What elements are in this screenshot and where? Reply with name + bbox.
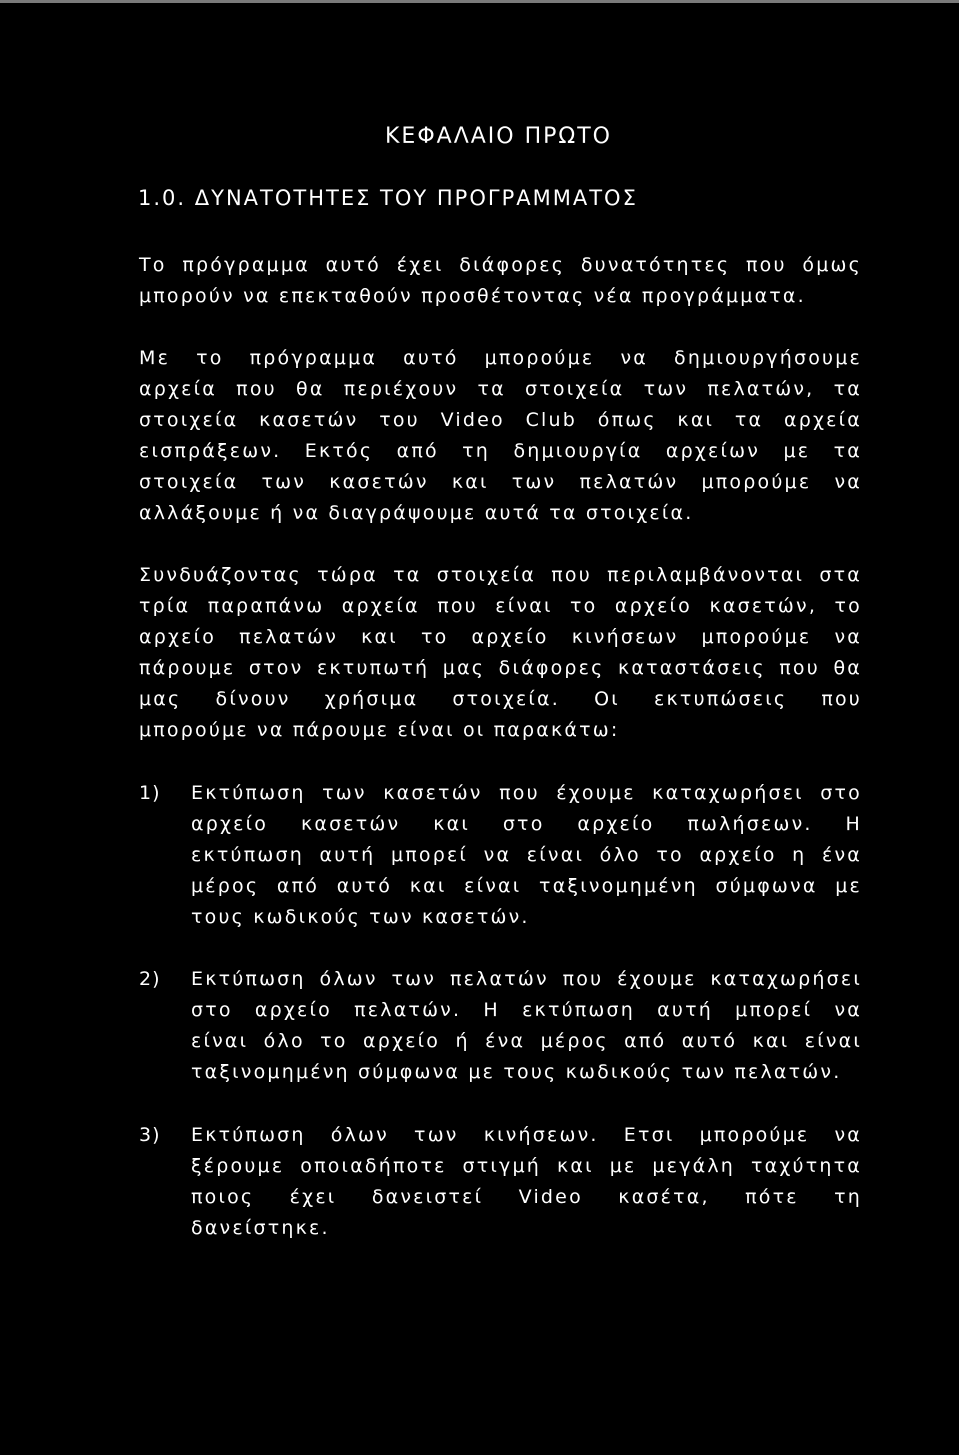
list-item-number: 2) — [139, 968, 161, 990]
list-item-line: Εκτύπωση όλων των πελατών που έχουμε καταχωρήσει — [191, 968, 862, 990]
list-item-number: 3) — [139, 1124, 161, 1146]
paragraph2-line: αρχεία που θα περιέχουν τα στοιχεία των πελατών, τα — [139, 378, 862, 400]
paragraph3-line: μας δίνουν χρήσιμα στοιχεία. Οι εκτυπώσεις που — [139, 688, 862, 710]
list-item-line: ταξινομημένη σύμφωνα με τους κωδικούς των πελατών. — [191, 1061, 842, 1083]
paragraph1-line: Το πρόγραμμα αυτό έχει διάφορες δυνατότητες που όμως — [139, 254, 862, 276]
list-item-line: αρχείο κασετών και στο αρχείο πωλήσεων. Η — [191, 813, 862, 835]
list-item-line: δανείστηκε. — [191, 1217, 330, 1239]
page-top-edge — [0, 0, 959, 3]
list-item-line: είναι όλο το αρχείο ή ένα μέρος από αυτό και είναι — [191, 1030, 862, 1052]
list-item-line: εκτύπωση αυτή μπορεί να είναι όλο το αρχείο η ένα — [191, 844, 862, 866]
chapter-title: ΚΕΦΑΛΑΙΟ ΠΡΩΤΟ — [385, 124, 612, 149]
paragraph3-line: Συνδυάζοντας τώρα τα στοιχεία που περιλαμβάνονται στα — [139, 564, 862, 586]
list-item-line: Εκτύπωση των κασετών που έχουμε καταχωρήσει στο — [191, 782, 862, 804]
list-item-line: Εκτύπωση όλων των κινήσεων. Ετσι μπορούμε να — [191, 1124, 862, 1146]
list-item-line: ξέρουμε οποιαδήποτε στιγμή και με μεγάλη ταχύτητα — [191, 1155, 862, 1177]
paragraph3-line: τρία παραπάνω αρχεία που είναι το αρχείο κασετών, το — [139, 595, 862, 617]
paragraph3-line: μπορούμε να πάρουμε είναι οι παρακάτω: — [139, 719, 620, 741]
paragraph2-line: Με το πρόγραμμα αυτό μπορούμε να δημιουργήσουμε — [139, 347, 862, 369]
paragraph2-line: στοιχεία των κασετών και των πελατών μπορούμε να — [139, 471, 862, 493]
section-title: 1.0. ΔΥΝΑΤΟΤΗΤΕΣ ΤΟΥ ΠΡΟΓΡΑΜΜΑΤΟΣ — [138, 186, 638, 210]
list-item-line: ποιος έχει δανειστεί Video κασέτα, πότε τη — [191, 1186, 862, 1208]
paragraph2-line: στοιχεία κασετών του Video Club όπως και τα αρχεία — [139, 409, 862, 431]
list-item-line: μέρος από αυτό και είναι ταξινομημένη σύμφωνα με — [191, 875, 862, 897]
paragraph1-line: μπορούν να επεκταθούν προσθέτοντας νέα προγράμματα. — [139, 285, 806, 307]
paragraph2-line: αλλάξουμε ή να διαγράψουμε αυτά τα στοιχεία. — [139, 502, 694, 524]
list-item-number: 1) — [139, 782, 161, 804]
paragraph2-line: εισπράξεων. Εκτός από τη δημιουργία αρχείων με τα — [139, 440, 862, 462]
list-item-line: στο αρχείο πελατών. Η εκτύπωση αυτή μπορεί να — [191, 999, 862, 1021]
list-item-line: τους κωδικούς των κασετών. — [191, 906, 530, 928]
paragraph3-line: πάρουμε στον εκτυπωτή μας διάφορες καταστάσεις που θα — [139, 657, 862, 679]
paragraph3-line: αρχείο πελατών και το αρχείο κινήσεων μπορούμε να — [139, 626, 862, 648]
